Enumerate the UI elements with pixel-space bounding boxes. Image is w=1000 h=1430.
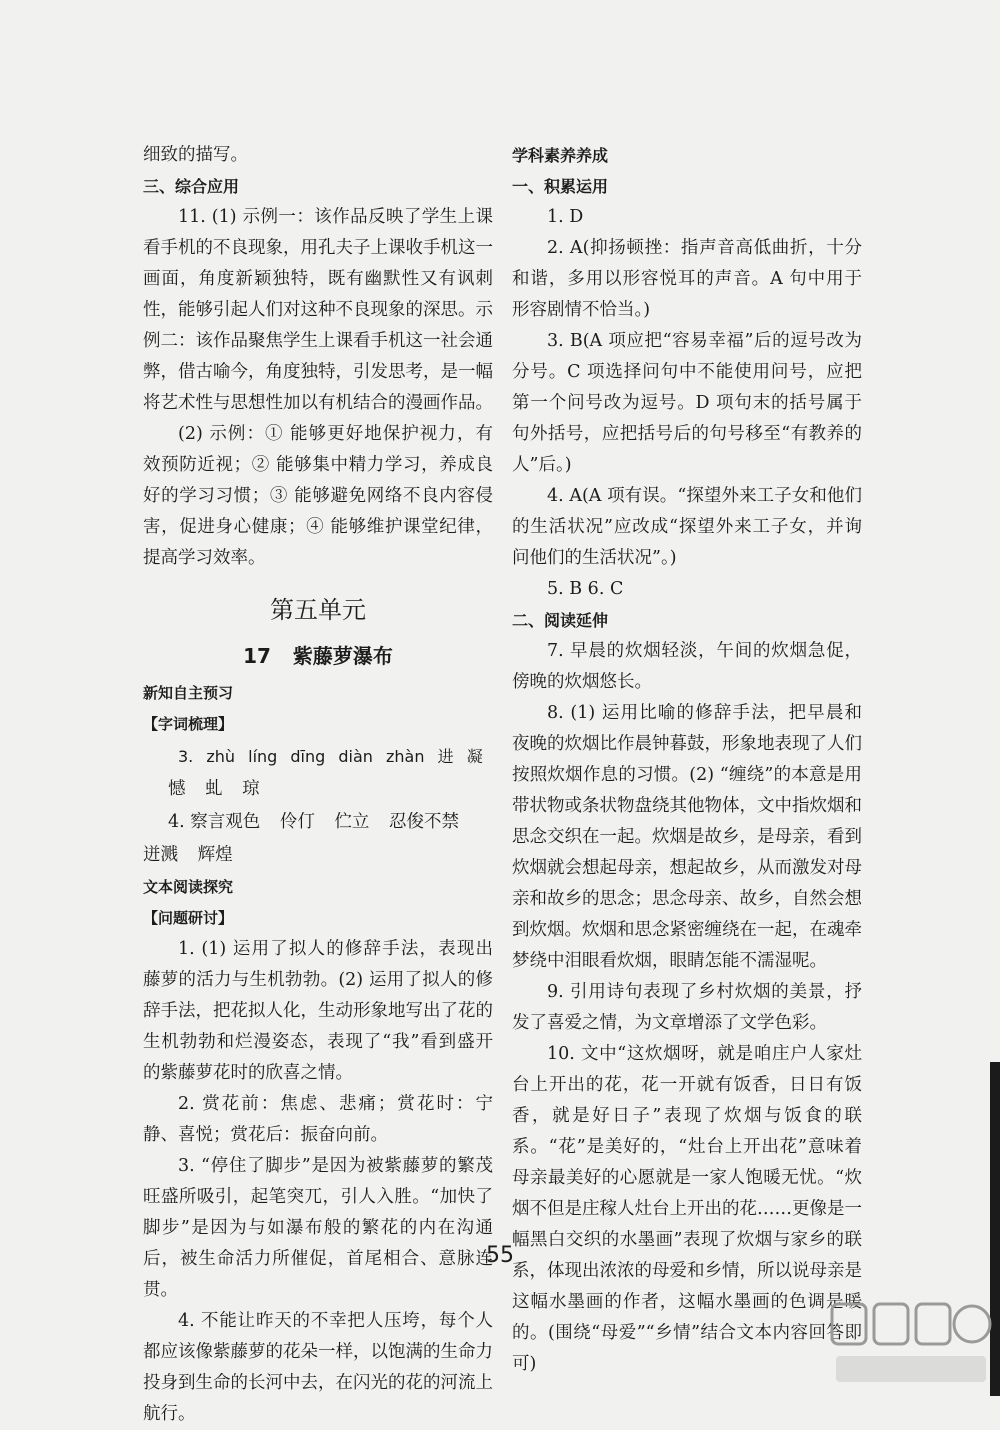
word: 虬 bbox=[205, 779, 223, 799]
answer-paragraph: 4. A(A 项有误。“探望外来工子女和他们的生活状况”应改成“探望外来工子女，并询问他们的生活状况”。) bbox=[512, 486, 862, 568]
lesson-number: 17 bbox=[243, 644, 271, 668]
word-line bbox=[143, 773, 493, 806]
word: 忍俊不禁 bbox=[389, 812, 459, 832]
word: 迸溅 bbox=[143, 845, 178, 865]
word: 伫立 bbox=[334, 812, 370, 832]
left-column bbox=[143, 140, 493, 1430]
answer-paragraph: 1. D bbox=[547, 207, 584, 227]
subsection-heading: 【字词梳理】 bbox=[143, 715, 234, 733]
pinyin-line: 3. zhù líng dīng diàn zhàn bbox=[178, 747, 425, 766]
section-heading: 二、阅读延伸 bbox=[512, 611, 609, 630]
word-line bbox=[143, 839, 493, 872]
word: 伶仃 bbox=[279, 812, 315, 832]
lesson-title bbox=[143, 638, 493, 674]
unit-title: 第五单元 bbox=[270, 596, 366, 624]
word: 琼 bbox=[242, 779, 260, 799]
answer-paragraph: 7. 早晨的炊烟轻淡，午间的炊烟急促，傍晚的炊烟悠长。 bbox=[512, 641, 862, 692]
answer-paragraph: 2. A(抑扬顿挫：指声音高低曲折，十分和谐，多用以形容悦耳的声音。A 句中用于形容剧情不恰当。) bbox=[512, 238, 862, 320]
section-heading: 三、综合应用 bbox=[143, 177, 240, 196]
answer-paragraph: 5. B 6. C bbox=[547, 579, 624, 599]
page-number: 55 bbox=[486, 1243, 514, 1268]
watermark-logo bbox=[824, 1298, 994, 1388]
section-heading: 一、积累运用 bbox=[512, 177, 609, 196]
answer-paragraph: 1. (1) 运用了拟人的修辞手法，表现出藤萝的活力与生机勃勃。(2) 运用了拟人的修辞手法，把花拟人化，生动形象地写出了花的生机勃勃和烂漫姿态，表现了“我”看到盛开的紫藤萝花时的欣喜之情。 bbox=[143, 939, 493, 1083]
answer-paragraph: 3. B(A 项应把“容易幸福”后的逗号改为分号。C 项选择问句中不能使用问号，应把第一个问号改为逗号。D 项句末的括号属于句外括号，应把括号后的句号移至“有教养的人”后。) bbox=[512, 331, 862, 475]
lesson-name: 紫藤萝瀑布 bbox=[292, 644, 393, 668]
answer-paragraph: 4. 不能让昨天的不幸把人压垮，每个人都应该像紫藤萝的花朵一样，以饱满的生命力投身到生命的长河中去，在闪光的花的河流上航行。 bbox=[143, 1311, 493, 1424]
word: 憾 bbox=[168, 779, 186, 799]
section-heading: 学科素养养成 bbox=[512, 146, 609, 165]
answer-paragraph: 11. (1) 示例一：该作品反映了学生上课看手机的不良现象，用孔夫子上课收手机这一画面，角度新颖独特，既有幽默性又有讽刺性，能够引起人们对这种不良现象的深思。示例二：该作品聚焦学生上课看手机这一社会通弊，借古喻今，角度独特，引发思考，是一幅将艺术性与思想性加以有机结合的漫画作品。 bbox=[143, 207, 493, 413]
answer-paragraph: 10. 文中“这炊烟呀，就是咱庄户人家灶台上开出的花，花一开就有饭香，日日有饭香，就是好日子”表现了炊烟与饭食的联系。“花”是美好的，“灶台上开出花”意味着母亲最美好的心愿就是一家人饱暖无忧。“炊烟不但是庄稼人灶台上开出的花……更像是一幅黑白交织的水墨画”表现了炊烟与家乡的联系，体现出浓浓的母爱和乡情，所以说母亲是这幅水墨画的作者，这幅水墨画的色调是暖的。(围绕“母爱”“乡情”结合文本内容回答即可) bbox=[512, 1044, 862, 1374]
pinyin-answers bbox=[143, 740, 493, 773]
word: 辉煌 bbox=[197, 845, 233, 865]
subsection-heading: 【问题研讨】 bbox=[143, 909, 234, 927]
word: 凝 bbox=[466, 747, 483, 766]
right-column bbox=[512, 140, 862, 1380]
answer-paragraph: 8. (1) 运用比喻的修辞手法，把早晨和夜晚的炊烟比作晨钟暮鼓，形象地表现了人们按照炊烟作息的习惯。(2) “缠绕”的本意是用带状物或条状物盘绕其他物体，文中指炊烟和思念交织在一起。炊烟是故乡，是母亲，看到炊烟就会想起母亲，想起故乡，从而激发对母亲和故乡的思念；思念母亲、故乡，自然会想到炊烟。炊烟和思念紧密缠绕在一起，在魂牵梦绕中泪眼看炊烟，眼睛怎能不濡湿呢。 bbox=[512, 703, 862, 971]
answer-paragraph: 9. 引用诗句表现了乡村炊烟的美景，抒发了喜爱之情，为文章增添了文学色彩。 bbox=[512, 982, 862, 1033]
subsection-heading: 新知自主预习 bbox=[143, 684, 234, 702]
word: 4. 察言观色 bbox=[168, 812, 261, 832]
answer-paragraph: (2) 示例：① 能够更好地保护视力，有效预防近视；② 能够集中精力学习，养成良好的学习习惯；③ 能够避免网络不良内容侵害，促进身心健康；④ 能够维护课堂纪律，提高学习效率。 bbox=[143, 424, 493, 568]
answer-paragraph: 3. “停住了脚步”是因为被紫藤萝的繁茂旺盛所吸引，起笔突兀，引人入胜。“加快了脚步”是因为与如瀑布般的繁花的内在沟通后，被生命活力所催促，首尾相合、意脉连贯。 bbox=[143, 1156, 493, 1300]
text-paragraph: 细致的描写。 bbox=[143, 145, 248, 165]
word: 进 bbox=[437, 747, 454, 766]
subsection-heading: 文本阅读探究 bbox=[143, 878, 234, 896]
answer-paragraph: 2. 赏花前：焦虑、悲痛；赏花时：宁静、喜悦；赏花后：振奋向前。 bbox=[143, 1094, 493, 1145]
word-line bbox=[143, 806, 493, 839]
